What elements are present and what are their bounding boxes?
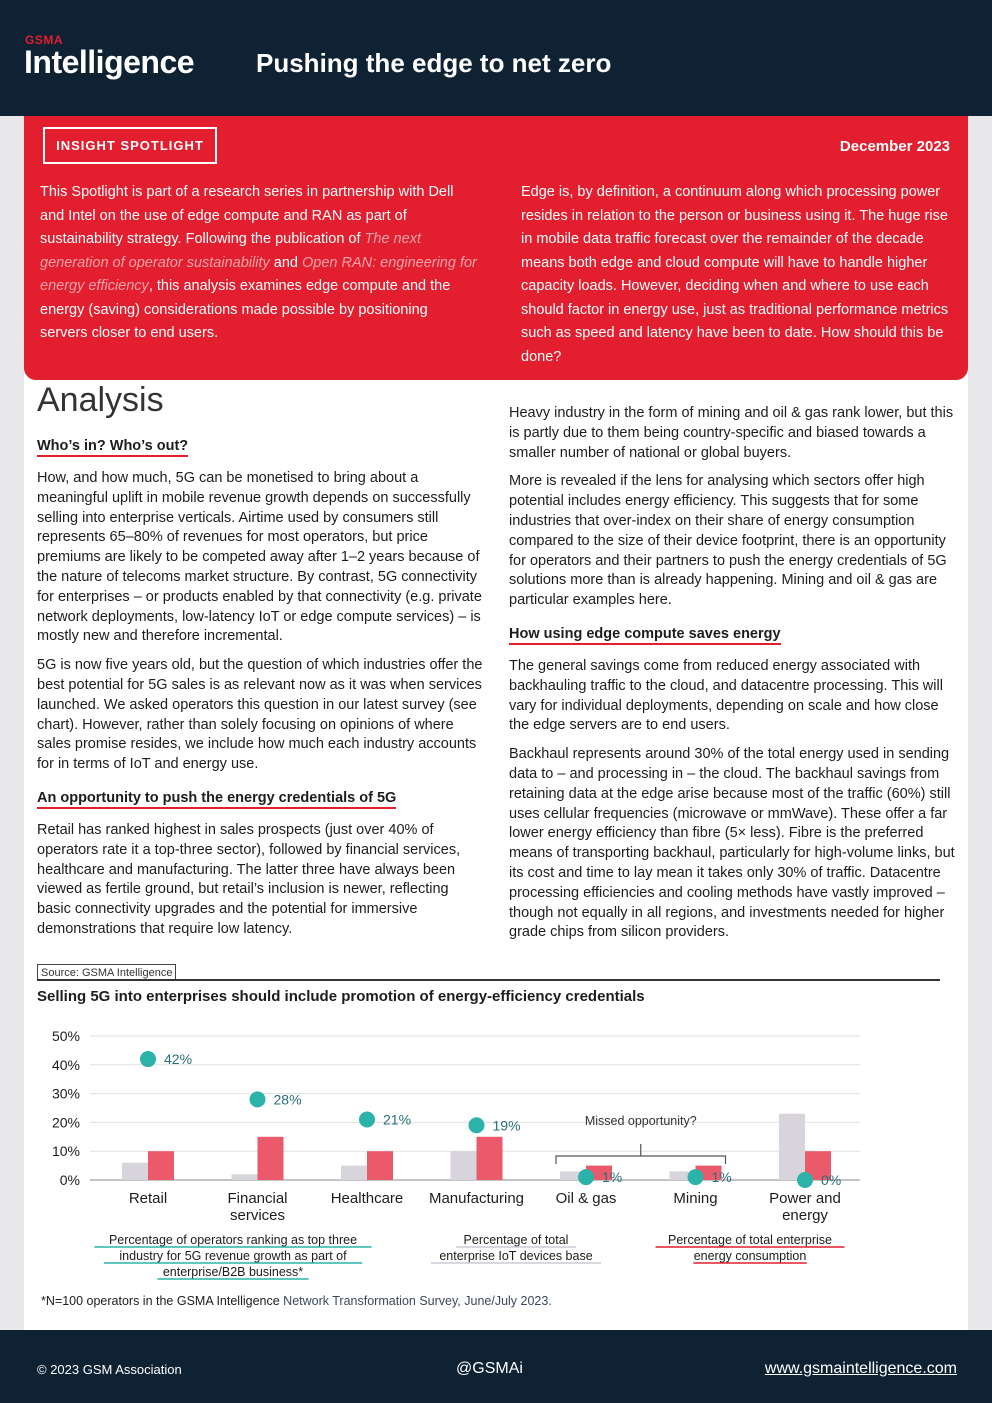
paragraph: More is revealed if the lens for analysing which sectors offer high potential includes energy efficiency. This suggests that for some industries that over-index on their share of energy consumption compared to the size of their device footprint, there is an opportunity for operators and their partners to push the energy credentials of 5G solutions more than is already happening. Mining and oil & gas are particular examples here. xyxy=(509,473,947,609)
dot-operators-0 xyxy=(140,1051,156,1067)
dot-operators-5 xyxy=(688,1169,704,1185)
social-handle[interactable]: @GSMAi xyxy=(456,1360,523,1377)
paragraph: Heavy industry in the form of mining and oil & gas rank lower, but this is partly due to them being country-specific and biased towards a smaller number of national or global buyers. xyxy=(509,405,954,461)
x-category-label: Mining xyxy=(673,1190,718,1207)
chart-title: Selling 5G into enterprises should include promotion of energy-efficiency credentials xyxy=(37,988,645,1005)
publication-date: December 2023 xyxy=(839,138,950,155)
paragraph: The general savings come from reduced energy associated with backhauling traffic to the cloud, and datacentre processing. This will vary for individual deployments, depending on scale and how close the edge servers are to end users. xyxy=(509,657,943,734)
section-heading-energy-credentials: An opportunity to push the energy credentials of 5G xyxy=(37,790,396,809)
annotation-missed-opportunity: Missed opportunity? xyxy=(584,1114,697,1128)
website-link[interactable]: www.gsmaintelligence.com xyxy=(764,1360,957,1377)
bar-energy-2 xyxy=(367,1151,393,1180)
survey-name: Network Transformation Survey, June/July 2023. xyxy=(283,1294,552,1308)
analysis-left-column xyxy=(37,437,485,949)
copyright: © 2023 GSM Association xyxy=(37,1362,182,1377)
bar-iot-0 xyxy=(122,1163,148,1180)
enterprise-5g-chart xyxy=(30,1020,950,1282)
chart-footnote xyxy=(41,1294,552,1308)
brand-logo-small: GSMA xyxy=(25,33,63,47)
y-tick-label: 10% xyxy=(51,1143,80,1160)
y-tick-label: 40% xyxy=(51,1056,80,1073)
analysis-right-column xyxy=(509,404,961,952)
insight-spotlight-badge: INSIGHT SPOTLIGHT xyxy=(43,127,217,164)
paragraph: How, and how much, 5G can be monetised to bring about a meaningful uplift in mobile revenue growth depends on successfully selling into enterprise verticals. Airtime used by consumers still represents 65–80% of revenues for most operators, but price premiums are likely to be competed away after 1–2 years because of the nature of telecoms market structure. By contrast, 5G connectivity for enterprises – or products enabled by that connectivity (e.g. private network deployments, low-latency IoT or edge compute services) – is mostly new and therefore incremental. xyxy=(37,470,482,645)
dot-operators-2 xyxy=(359,1112,375,1128)
dot-value-label: 28% xyxy=(273,1091,302,1108)
x-category-label: Financial xyxy=(227,1190,288,1207)
bar-iot-2 xyxy=(341,1166,367,1180)
paragraph: Backhaul represents around 30% of the total energy used in sending data to – and processing in – the cloud. The backhaul savings from retaining data at the edge arise because most of the traffic (60%) still uses cellular frequencies (microwave or mmWave). These offer a far lower energy efficiency than fibre (5× less). Fibre is the preferred means of transporting backhaul, particularly for high-volume links, but its cost and time to lay mean it takes only 30% of traffic. Datacentre processing efficiencies and cooling methods have vastly improved – though not equally in all regions, and investments needed for higher grade chips from silicon providers. xyxy=(509,746,955,941)
dot-operators-6 xyxy=(797,1172,813,1188)
dot-operators-4 xyxy=(578,1169,594,1185)
x-category-label: energy xyxy=(782,1207,828,1224)
link-open-ran-energy[interactable]: Open RAN: engineering for energy efficiency xyxy=(40,254,477,294)
bar-iot-3 xyxy=(451,1151,477,1180)
dot-value-label: 42% xyxy=(164,1051,193,1068)
legend-operators-text: Percentage of operators ranking as top three xyxy=(108,1233,358,1247)
page-header xyxy=(0,0,992,116)
bar-energy-3 xyxy=(477,1137,503,1180)
dot-value-label: 1% xyxy=(602,1169,623,1186)
legend-iot-text: enterprise IoT devices base xyxy=(439,1249,593,1263)
paragraph: 5G is now five years old, but the question of which industries offer the best potential for 5G sales is as relevant now as it was when services launched. We asked operators this question in our latest survey (see chart). However, rather than solely focusing on opinions of where sales promise resides, we include how much each industry accounts for in terms of IoT and energy use. xyxy=(37,657,483,773)
x-category-label: Retail xyxy=(128,1190,168,1207)
legend-energy-text: energy consumption xyxy=(693,1249,807,1263)
x-category-label: services xyxy=(229,1207,286,1224)
document-title: Pushing the edge to net zero xyxy=(256,48,612,78)
annotation-bracket xyxy=(556,1144,726,1164)
dot-value-label: 0% xyxy=(821,1172,842,1188)
x-category-label: Manufacturing xyxy=(428,1190,525,1207)
footnote-text: *N=100 operators in the GSMA Intelligence xyxy=(41,1294,284,1308)
y-tick-label: 50% xyxy=(51,1028,80,1044)
bar-energy-0 xyxy=(148,1151,174,1180)
intro-text: This Spotlight is part of a research series in partnership with Dell and Intel on the use of edge compute and RAN as part of sustainability strategy. Following the publication of xyxy=(40,184,454,247)
dot-operators-3 xyxy=(469,1117,485,1133)
spotlight-intro-right: Edge is, by definition, a continuum along which processing power resides in relation to the person or business using it. The huge rise in mobile data traffic forecast over the remainder of the decade means both edge and cloud compute will have to handle higher capacity loads. However, deciding when and where to use each should factor in energy use, just as traditional performance metrics such as speed and latency have been to date. How should this be done? xyxy=(521,184,949,365)
chart-divider xyxy=(37,979,940,981)
bar-iot-1 xyxy=(232,1174,258,1180)
legend-energy-text: Percentage of total enterprise xyxy=(668,1233,832,1247)
legend-operators-text: industry for 5G revenue growth as part of xyxy=(119,1249,347,1263)
analysis-heading: Analysis xyxy=(37,381,164,419)
brand-logo[interactable]: Intelligence xyxy=(24,44,195,80)
dot-operators-1 xyxy=(250,1091,266,1107)
x-category-label: Power and xyxy=(769,1190,841,1207)
y-tick-label: 30% xyxy=(51,1085,80,1102)
spotlight-intro-left xyxy=(40,181,478,346)
intro-text: and xyxy=(269,254,302,271)
x-category-label: Healthcare xyxy=(330,1190,404,1207)
legend-iot-text: Percentage of total xyxy=(463,1233,569,1247)
paragraph: Retail has ranked highest in sales prospects (just over 40% of operators rate it a top-three sector), followed by financial services, healthcare and manufacturing. The latter three have always been viewed as fertile ground, but retail’s inclusion is newer, reflecting basic connectivity upgrades and the potential for immersive demonstrations that require low latency. xyxy=(37,821,461,937)
link-operator-sustainability[interactable]: The next generation of operator sustainability xyxy=(40,231,421,271)
y-tick-label: 0% xyxy=(59,1172,80,1188)
x-category-label: Oil & gas xyxy=(555,1190,617,1207)
intro-text: , this analysis examines edge compute and the energy (saving) considerations made possible by positioning servers closer to end users. xyxy=(40,278,451,341)
section-heading-whos-in: Who’s in? Who’s out? xyxy=(37,438,188,457)
chart-source: Source: GSMA Intelligence xyxy=(37,964,176,980)
dot-value-label: 21% xyxy=(383,1111,412,1128)
dot-value-label: 19% xyxy=(492,1117,521,1134)
bar-energy-1 xyxy=(258,1137,284,1180)
dot-value-label: 1% xyxy=(711,1169,732,1186)
y-tick-label: 20% xyxy=(51,1114,80,1131)
page-footer xyxy=(0,1330,992,1403)
section-heading-edge-compute: How using edge compute saves energy xyxy=(509,626,781,645)
bar-iot-6 xyxy=(779,1114,805,1180)
legend-operators-text: enterprise/B2B business* xyxy=(162,1265,304,1279)
